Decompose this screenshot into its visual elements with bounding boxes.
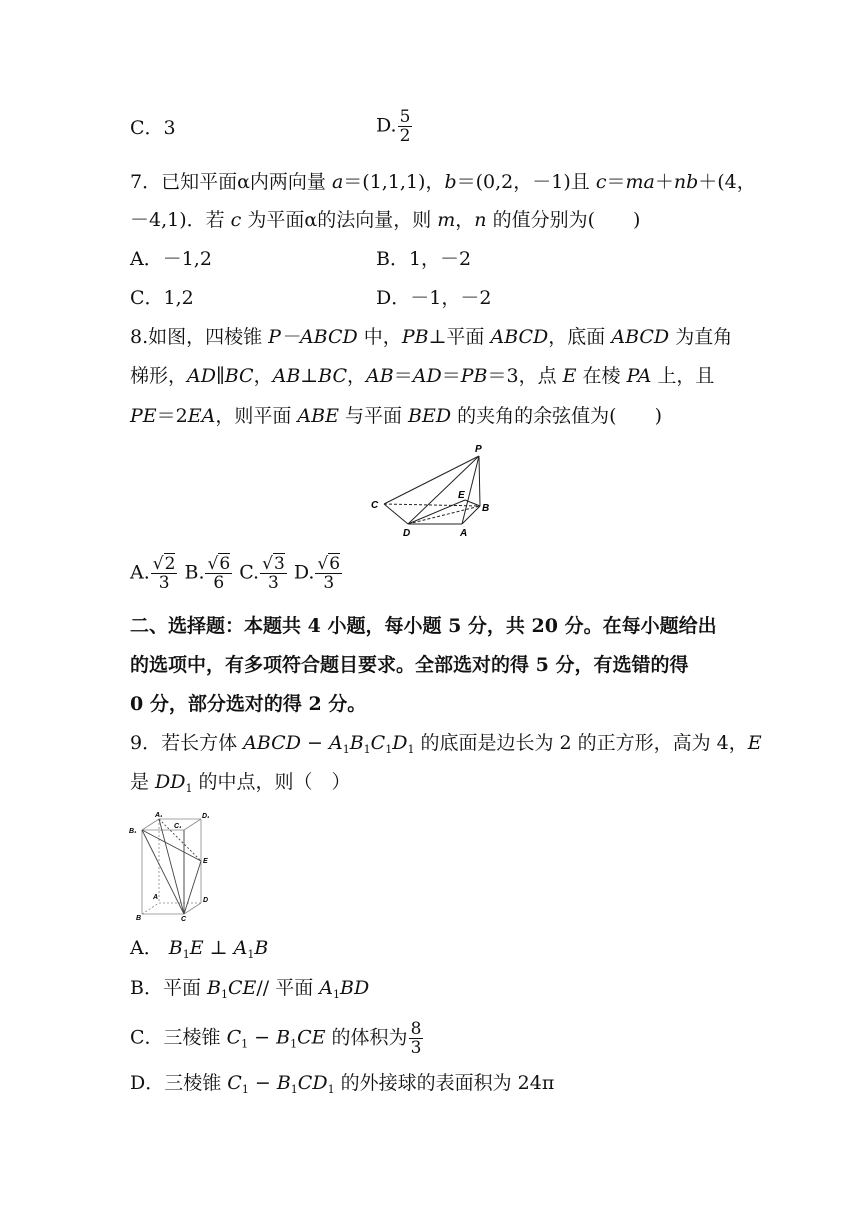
q8-options: A. $\frac{√2}{3}$ B. $\frac{√6}{6}$ C. $\frac{√3}{3}$ D. $\frac{√6}{3}$ (130, 554, 341, 593)
q7-option-c: C．1,2 (130, 287, 194, 309)
q9-line-2: 是 $DD_1$ 的中点，则（ ） (130, 771, 351, 795)
section2-line-3: 0 分，部分选对的得 2 分。 (130, 693, 367, 715)
label-e: E (458, 490, 465, 501)
label-a1: A₁ (155, 812, 163, 819)
q8-line-1: 8.如图，四棱锥 P－ABCD 中，PB⊥平面 ABCD，底面 ABCD 为直角 (130, 326, 733, 348)
label-a: A (153, 894, 159, 901)
q7-option-b: B．1，－2 (376, 248, 472, 270)
q6-option-d: D. $\frac{5}{2}$ (376, 107, 411, 146)
label-c: C (181, 916, 187, 922)
q7-option-d: D．－1，－2 (376, 287, 492, 309)
fraction: $\frac{5}{2}$ (399, 107, 411, 146)
section2-line-2: 的选项中，有多项符合题目要求。全部选对的得 5 分，有选错的得 (130, 654, 689, 676)
q9-option-c: C．三棱锥 $C_1 - B_1CE$ 的体积为 $\frac{8}{3}$ (130, 1019, 422, 1058)
label-p: P (475, 444, 482, 455)
q8-line-2: 梯形，AD∥BC，AB⊥BC，AB＝AD＝PB＝3，点 E 在棱 PA 上，且 (130, 365, 715, 387)
q9-option-b: B．平面 $B_1CE//$ 平面 $A_1BD$ (130, 977, 370, 1001)
label-d: D (403, 528, 411, 539)
label-c1: C₁ (174, 823, 182, 830)
q6-option-c: C．3 (130, 117, 176, 139)
q7-line-1: 7．已知平面α内两向量 a＝(1,1,1)，b＝(0,2，－1)且 c＝ma＋nb＋(4， (130, 171, 756, 193)
fraction: $\frac{√6}{6}$ (207, 554, 231, 593)
q7-option-a: A．－1,2 (130, 248, 212, 270)
fraction: $\frac{√6}{3}$ (317, 554, 341, 593)
q7-line-2: －4,1)．若 c 为平面α的法向量，则 m，n 的值分别为( ) (130, 209, 641, 231)
label-d: D (203, 897, 209, 904)
q9-option-d: D．三棱锥 $C_1 - B_1CD_1$ 的外接球的表面积为 24π (130, 1072, 555, 1096)
fraction: $\frac{8}{3}$ (410, 1019, 422, 1058)
fraction: $\frac{√3}{3}$ (262, 554, 285, 593)
label-b1: B₁ (129, 828, 137, 835)
label-e: E (203, 858, 208, 865)
label-b: B (482, 503, 490, 514)
q9-cuboid-figure (128, 810, 218, 922)
q9-line-1: 9．若长方体 ABCD − $A_1B_1C_1D_1$ 的底面是边长为 2 的正方形，高为 4，E (130, 732, 762, 756)
q9-option-a: A． $B_1E$ ⊥ $A_1B$ (130, 937, 269, 961)
label-a: A (460, 528, 468, 539)
q8-line-3: PE＝2EA，则平面 ABE 与平面 BED 的夹角的余弦值为( ) (130, 405, 662, 427)
q8-pyramid-figure (366, 440, 506, 540)
section2-line-1: 二、选择题：本题共 4 小题，每小题 5 分，共 20 分。在每小题给出 (130, 615, 717, 637)
label-c: C (371, 500, 379, 511)
label-d1: D₁ (202, 813, 210, 820)
label-b: B (136, 915, 142, 922)
fraction: $\frac{√2}{3}$ (152, 554, 176, 593)
